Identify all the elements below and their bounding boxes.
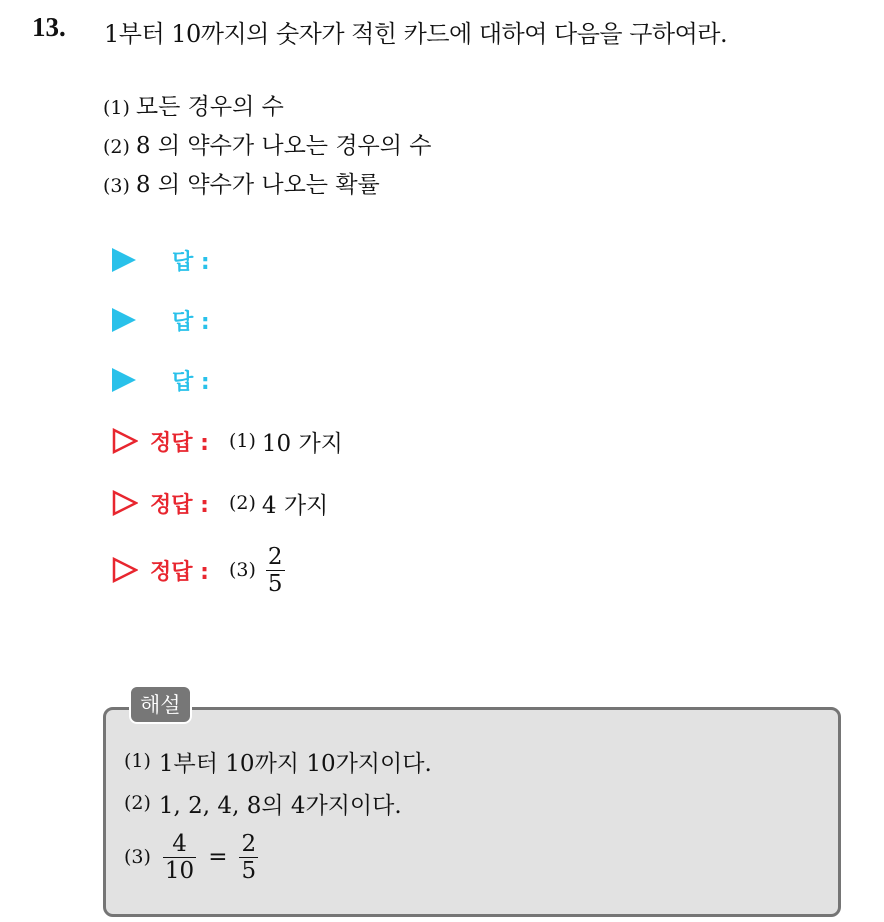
answer-key-value [229, 487, 328, 520]
answer-key-text: 4 가지 [261, 492, 329, 519]
equals-sign: = [208, 844, 228, 870]
subquestion-3 [103, 166, 432, 205]
explanation-line-3 [124, 824, 432, 890]
fraction-denominator: 5 [267, 570, 283, 597]
answer-key-text: 10 가지 [261, 430, 343, 457]
explanation-number: (1) [124, 750, 151, 772]
answer-row-1 [112, 245, 210, 275]
answer-row-3 [112, 365, 210, 395]
outline-arrow-icon [112, 490, 138, 516]
answer-key-number: (2) [228, 492, 256, 514]
answer-fraction [266, 544, 285, 597]
subquestion-number: (1) [103, 97, 130, 119]
answer-label: 답 : [172, 309, 210, 335]
explanation-text: 1부터 10까지 10가지이다. [158, 750, 432, 777]
answer-key-row-1 [112, 426, 343, 456]
fraction-numerator: 2 [241, 830, 257, 857]
subquestion-number: (2) [103, 136, 130, 158]
explanation-title-tab: 해설 [129, 685, 192, 724]
answer-key-label: 정답 : [150, 559, 209, 585]
answer-key-row-3 [112, 542, 289, 598]
answer-key-number: (1) [228, 430, 256, 452]
play-arrow-icon [112, 248, 136, 272]
subquestion-number: (3) [103, 175, 130, 197]
answer-key-number: (3) [228, 559, 256, 581]
subquestion-text: 8 의 약수가 나오는 경우의 수 [135, 133, 432, 159]
play-arrow-icon [112, 368, 136, 392]
explanation-number: (3) [124, 846, 151, 868]
subquestion-list [103, 88, 432, 205]
fraction-numerator: 2 [267, 543, 283, 570]
answer-key-label: 정답 : [150, 492, 209, 518]
answer-key-label: 정답 : [150, 430, 209, 456]
explanation-lines [124, 740, 432, 890]
subquestion-1 [103, 88, 432, 127]
fraction-denominator: 10 [164, 857, 195, 884]
subquestion-text: 모든 경우의 수 [135, 94, 284, 120]
question-number: 13. [32, 12, 66, 42]
subquestion-text: 8 의 약수가 나오는 확률 [135, 172, 380, 198]
fraction-denominator: 5 [241, 857, 257, 884]
fraction-numerator: 4 [172, 830, 187, 857]
answer-key-value [229, 425, 343, 458]
answer-key-value [229, 544, 289, 597]
question-text: 1부터 10까지의 숫자가 적힌 카드에 대하여 다음을 구하여라. [104, 20, 728, 48]
answer-label: 답 : [172, 369, 210, 395]
explanation-line-1 [124, 740, 432, 782]
subquestion-2 [103, 127, 432, 166]
outline-arrow-icon [112, 557, 138, 583]
explanation-line-2 [124, 782, 432, 824]
outline-arrow-icon [112, 428, 138, 454]
answer-label: 답 : [172, 249, 210, 275]
explanation-text: 1, 2, 4, 8의 4가지이다. [158, 792, 402, 819]
explanation-fraction-lhs [163, 831, 196, 884]
explanation-number: (2) [124, 792, 151, 814]
answer-row-2 [112, 305, 210, 335]
explanation-fraction-rhs [239, 831, 258, 884]
play-arrow-icon [112, 308, 136, 332]
answer-key-row-2 [112, 488, 328, 518]
